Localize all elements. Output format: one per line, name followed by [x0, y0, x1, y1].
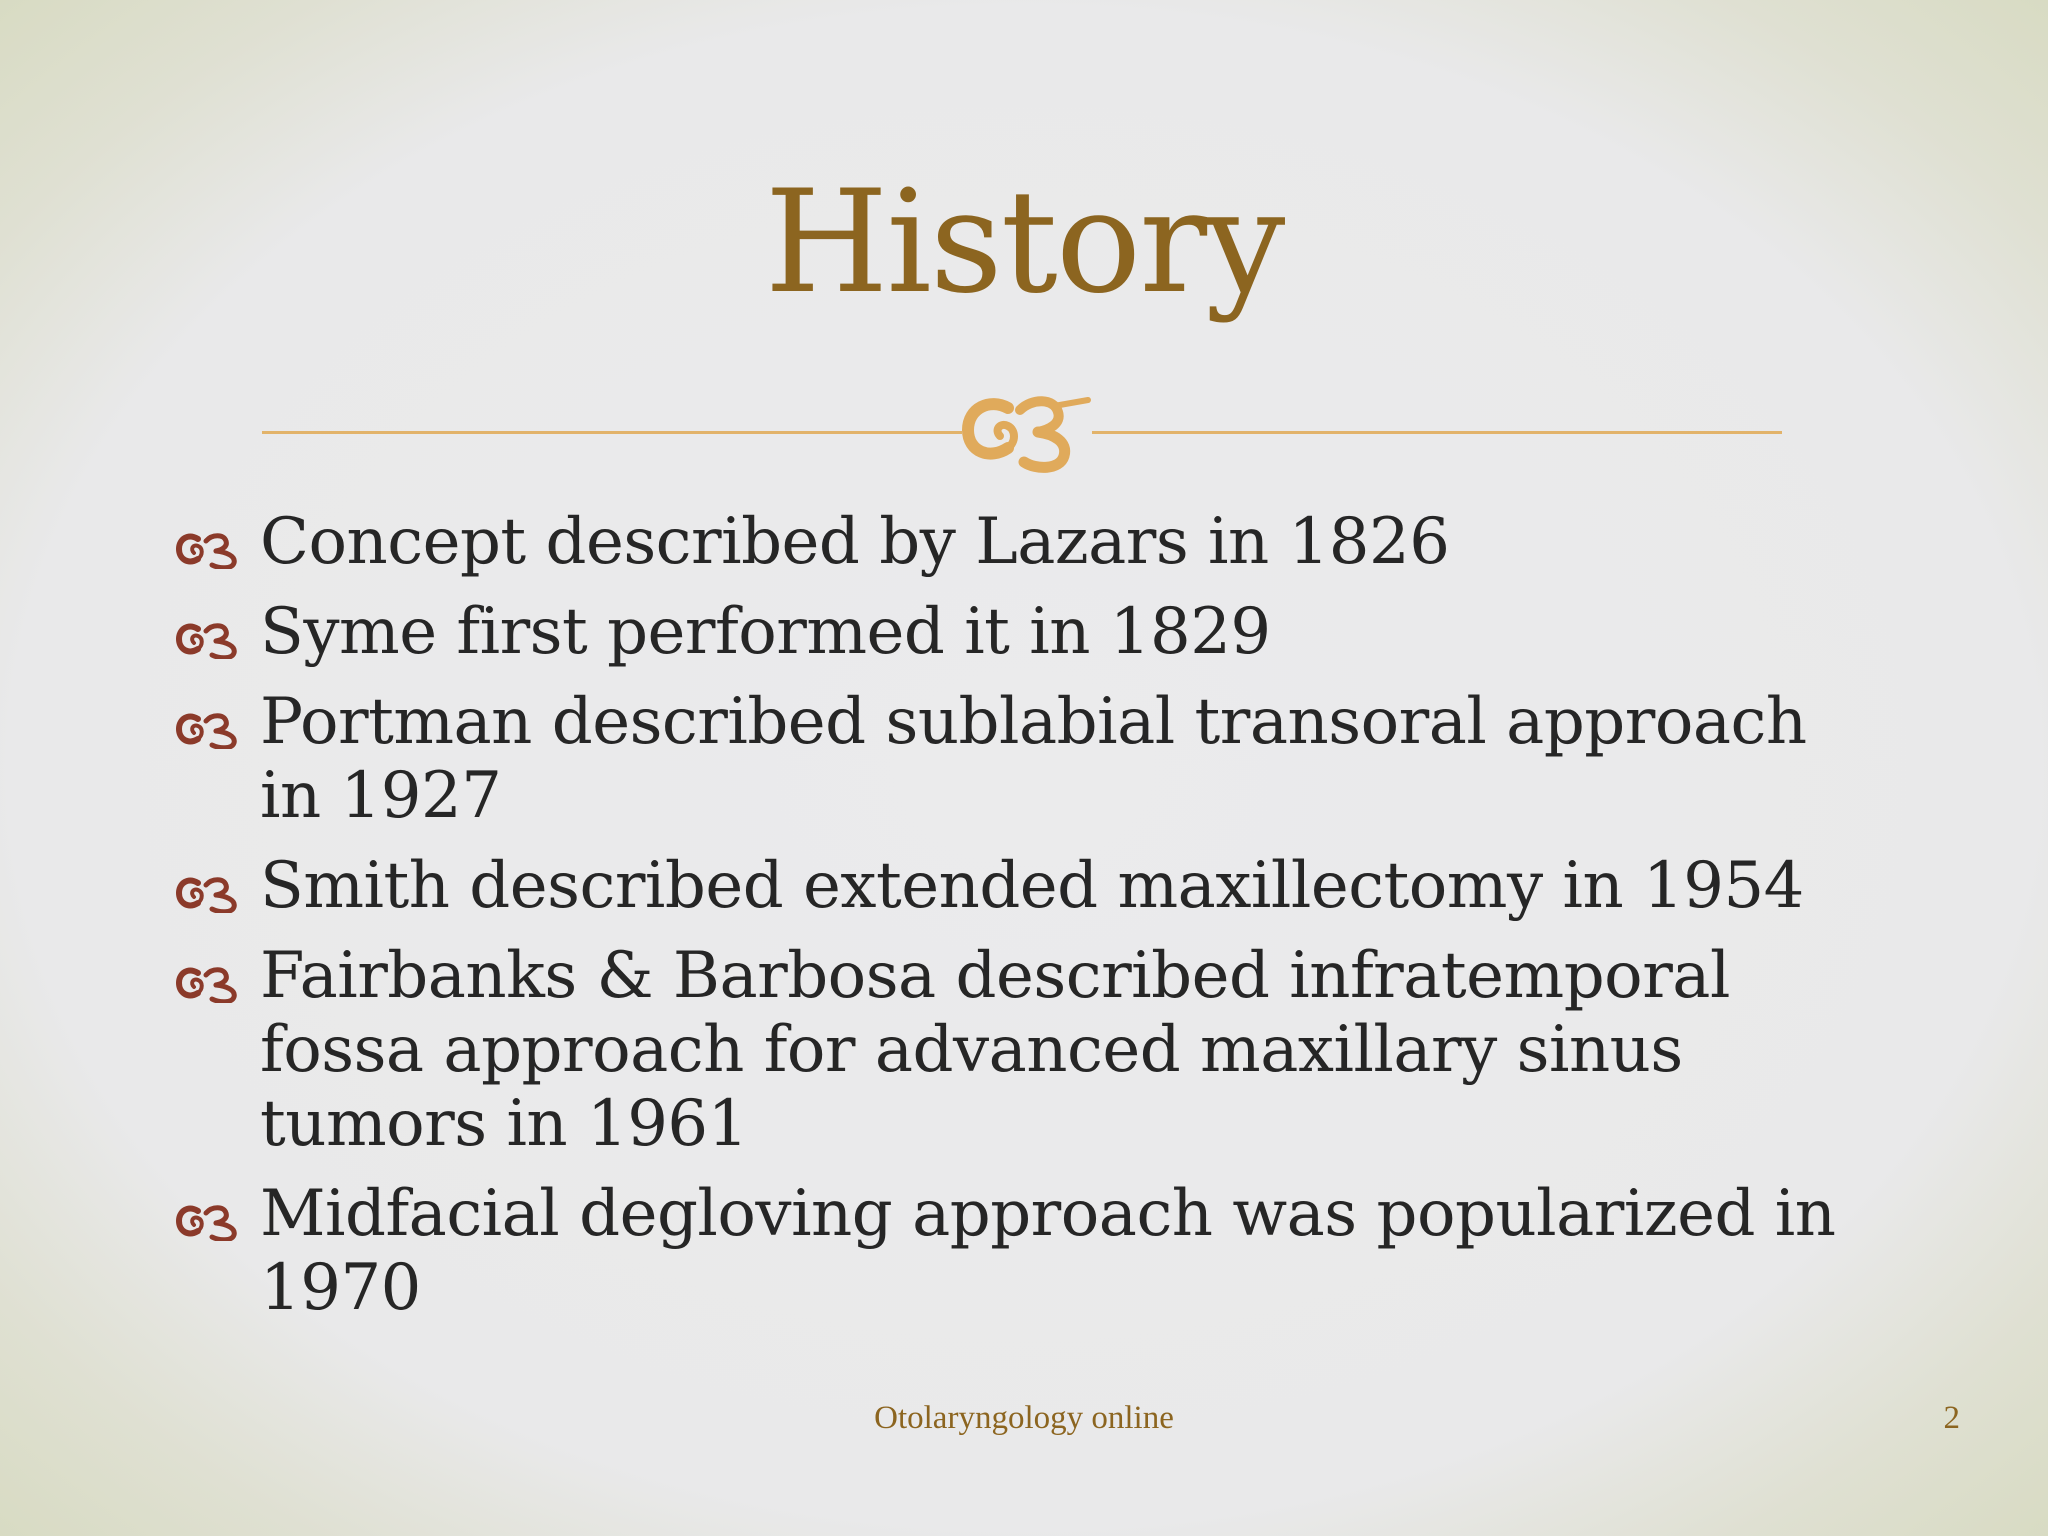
bullet-text: Syme first performed it in 1829	[260, 595, 1271, 669]
scroll-bullet-icon	[176, 1201, 242, 1241]
scroll-bullet-icon	[176, 963, 242, 1003]
bullet-text: Concept described by Lazars in 1826	[260, 505, 1450, 579]
list-item	[170, 849, 1850, 923]
bullet-text: Midfacial degloving approach was popularized in 1970	[260, 1177, 1836, 1325]
list-item	[170, 939, 1850, 1161]
title-divider	[262, 390, 1782, 480]
bullet-list	[170, 505, 1850, 1341]
scroll-bullet-icon	[176, 619, 242, 659]
scroll-bullet-icon	[176, 873, 242, 913]
scroll-bullet-icon	[176, 529, 242, 569]
list-item	[170, 505, 1850, 579]
divider-line-right	[1092, 431, 1782, 434]
bullet-text: Smith described extended maxillectomy in 1954	[260, 849, 1804, 923]
bullet-text: Fairbanks & Barbosa described infratemporal fossa approach for advanced maxillary sinus tumors in 1961	[260, 939, 1730, 1161]
scroll-bullet-icon	[176, 709, 242, 749]
list-item	[170, 1177, 1850, 1325]
list-item	[170, 595, 1850, 669]
slide-title: History	[764, 160, 1284, 325]
divider-line-left	[262, 431, 962, 434]
footer-text: Otolaryngology online	[874, 1400, 1174, 1436]
scroll-ornament-icon	[950, 380, 1100, 480]
slide-number: 2	[1943, 1400, 1960, 1436]
list-item	[170, 685, 1850, 833]
bullet-text: Portman described sublabial transoral approach in 1927	[260, 685, 1807, 833]
